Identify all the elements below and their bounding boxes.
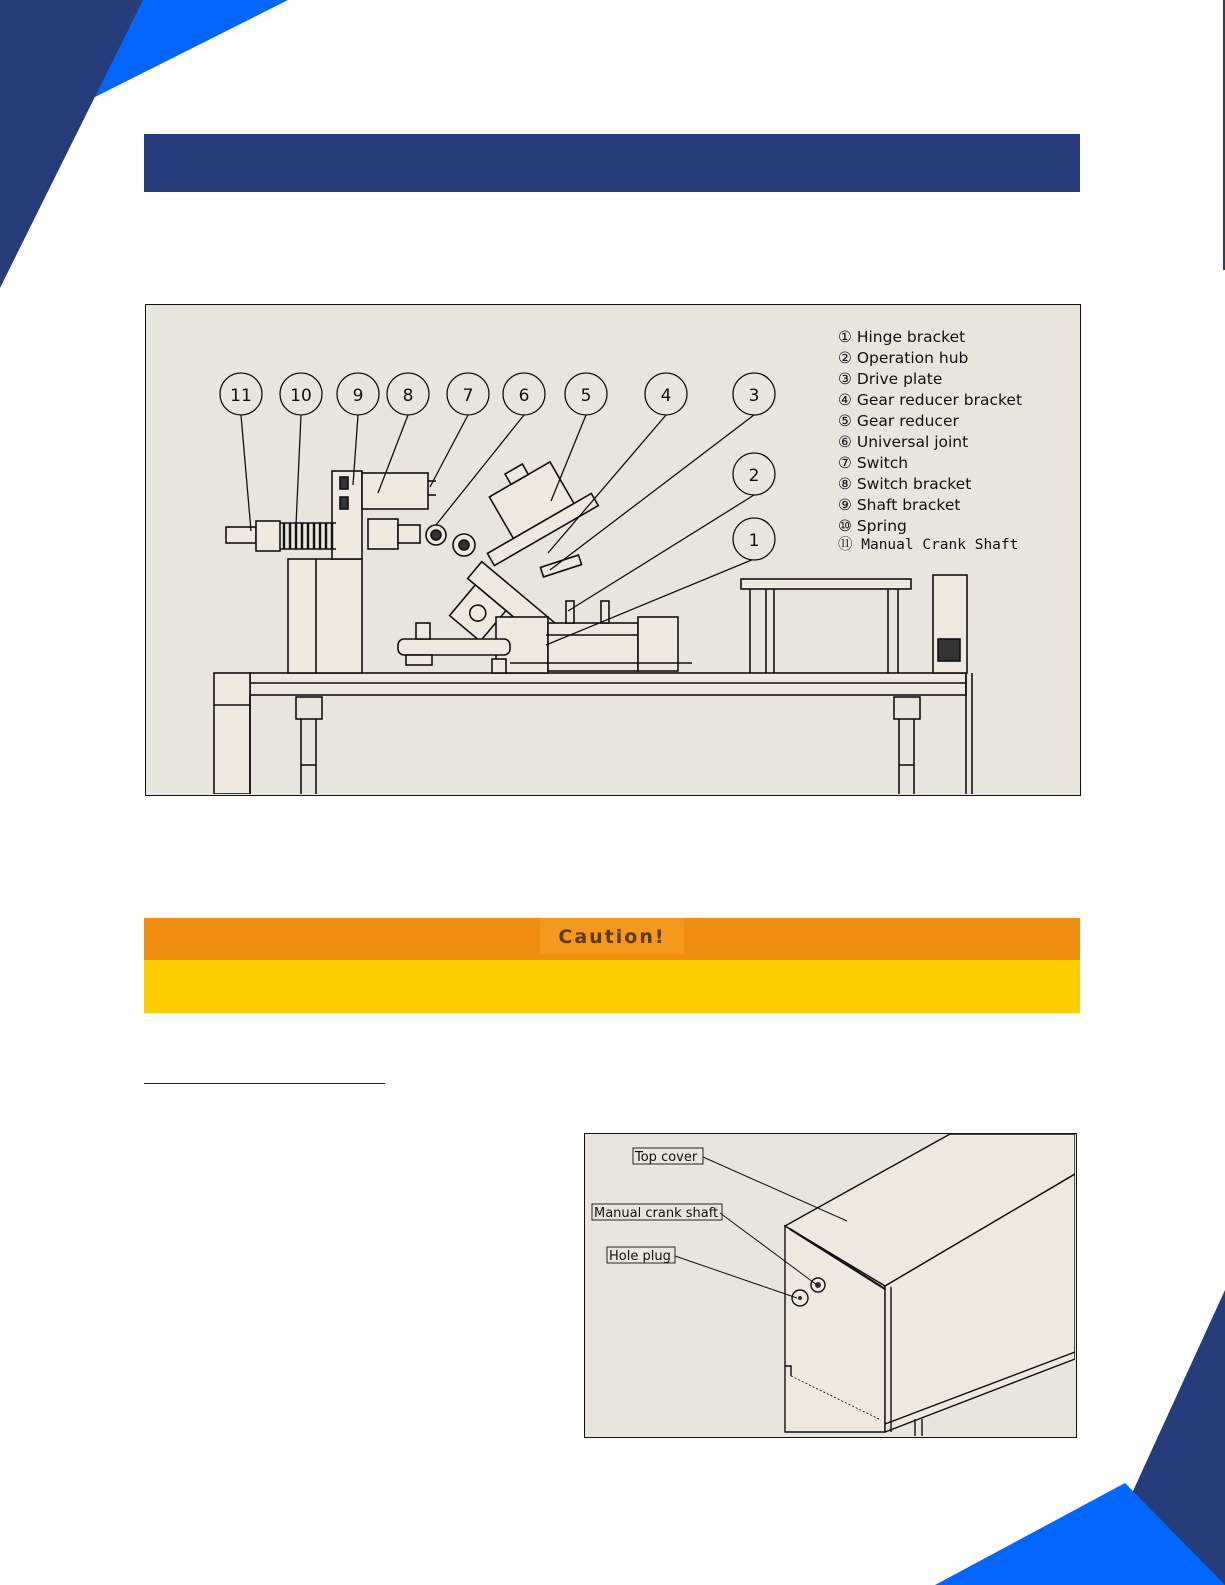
label-hole-plug bbox=[607, 1247, 675, 1264]
legend-item-10: ⑩ Spring bbox=[838, 517, 907, 535]
crank-shaft-hole bbox=[811, 1278, 825, 1292]
callout-9 bbox=[337, 373, 379, 415]
caution-header bbox=[144, 918, 1080, 960]
svg-text:4: 4 bbox=[660, 386, 672, 406]
cover-box bbox=[785, 1134, 1075, 1436]
legend-item-8: ⑧ Switch bracket bbox=[838, 475, 972, 493]
svg-text:8: 8 bbox=[402, 386, 414, 406]
legend-item-4: ④ Gear reducer bracket bbox=[838, 391, 1023, 409]
callout-7 bbox=[447, 373, 489, 415]
legend-item-1: ① Hinge bracket bbox=[838, 328, 966, 346]
legend-item-6: ⑥ Universal joint bbox=[838, 433, 969, 451]
label-manual-crank-shaft bbox=[592, 1204, 722, 1221]
callout-6 bbox=[503, 373, 545, 415]
callout-1 bbox=[733, 518, 775, 560]
callout-8 bbox=[387, 373, 429, 415]
svg-text:Top cover: Top cover bbox=[635, 1150, 698, 1165]
legend-item-5: ⑤ Gear reducer bbox=[838, 412, 959, 430]
caution-title: Caution! bbox=[540, 918, 683, 954]
callout-circles bbox=[220, 373, 775, 560]
svg-text:11: 11 bbox=[230, 386, 252, 406]
svg-text:5: 5 bbox=[580, 386, 592, 406]
callout-10 bbox=[280, 373, 322, 415]
svg-text:6: 6 bbox=[518, 386, 530, 406]
callout-2 bbox=[733, 453, 775, 495]
section-heading-underline bbox=[144, 1083, 385, 1084]
cover-drawing-svg bbox=[585, 1134, 1075, 1436]
svg-text:2: 2 bbox=[748, 466, 760, 486]
svg-text:9: 9 bbox=[352, 386, 364, 406]
callout-5 bbox=[565, 373, 607, 415]
legend-item-2: ② Operation hub bbox=[838, 349, 969, 367]
svg-text:Manual crank shaft: Manual crank shaft bbox=[594, 1206, 719, 1221]
legend-item-11: ⑪ Manual Crank Shaft bbox=[838, 537, 1019, 553]
svg-text:7: 7 bbox=[462, 386, 474, 406]
mechanism-drawing bbox=[145, 304, 1081, 796]
parts-legend bbox=[838, 328, 1022, 553]
cover-drawing bbox=[584, 1133, 1077, 1438]
legend-item-3: ③ Drive plate bbox=[838, 370, 943, 388]
machine-base bbox=[214, 442, 972, 794]
caution-body bbox=[144, 960, 1080, 1013]
label-top-cover bbox=[633, 1148, 703, 1165]
legend-item-9: ⑨ Shaft bracket bbox=[838, 496, 961, 514]
callout-3 bbox=[733, 373, 775, 415]
legend-item-7: ⑦ Switch bbox=[838, 454, 909, 472]
callout-4 bbox=[645, 373, 687, 415]
hole-plug bbox=[792, 1290, 808, 1306]
callout-11 bbox=[220, 373, 262, 415]
svg-text:10: 10 bbox=[290, 386, 312, 406]
svg-text:Hole plug: Hole plug bbox=[609, 1249, 671, 1264]
svg-text:3: 3 bbox=[748, 386, 760, 406]
svg-text:1: 1 bbox=[748, 531, 760, 551]
section-title-bar bbox=[144, 134, 1080, 192]
mechanism-drawing-svg bbox=[146, 305, 1079, 794]
